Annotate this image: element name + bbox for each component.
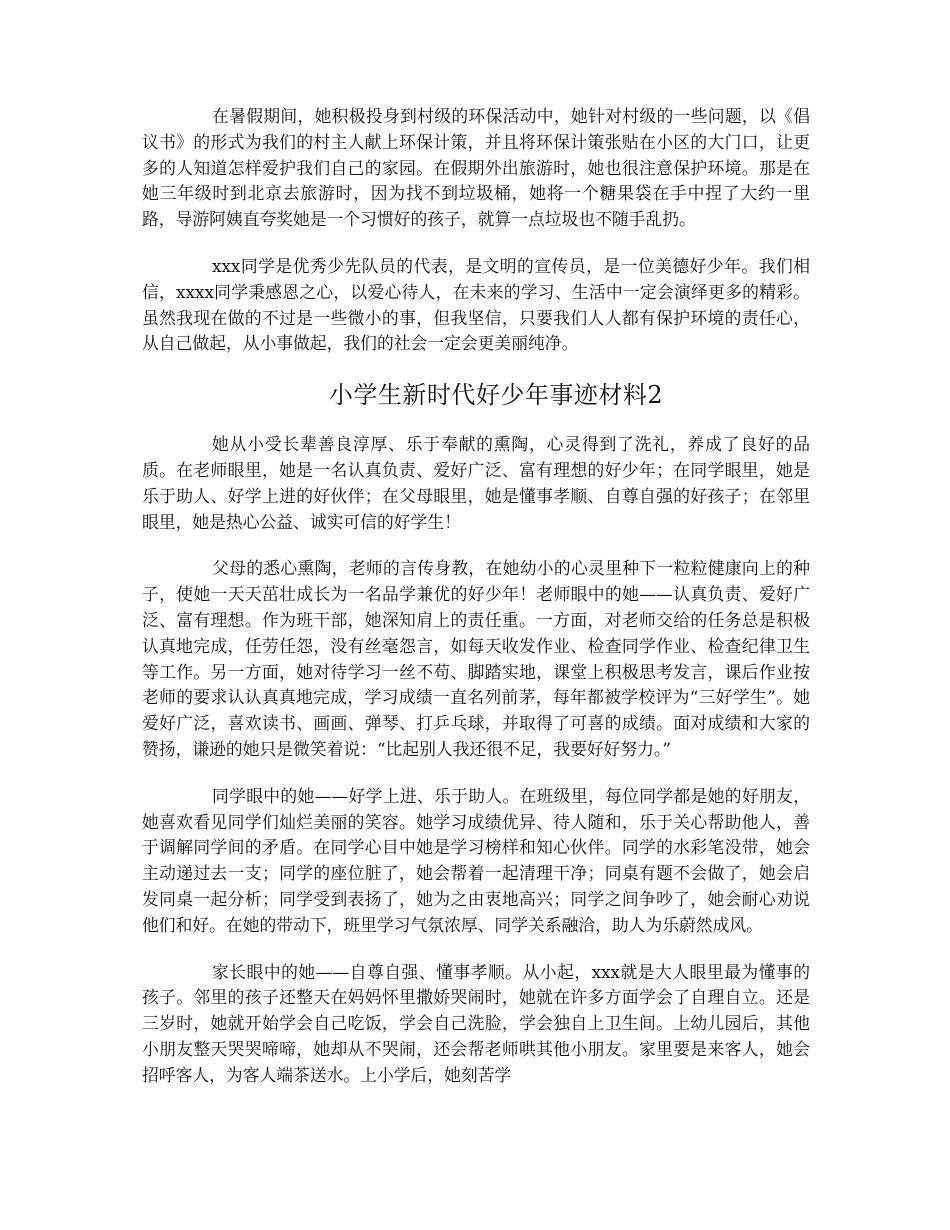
paragraph-upbringing: 她从小受长辈善良淳厚、乐于奉献的熏陶，心灵得到了洗礼，养成了良好的品质。在老师眼里，她是一名认真负责、爱好广泛、富有理想的好少年；在同学眼里，她是乐于助人、好学上进的好伙伴；在父母眼里，她是懂事孝顺、自尊自强的好孩子；在邻里眼里，她是热心公益、诚实可信的好学生！ bbox=[142, 434, 810, 532]
section-title: 小学生新时代好少年事迹材料2 bbox=[328, 381, 664, 410]
paragraph-classmate-view: 同学眼中的她——好学上进、乐于助人。在班级里，每位同学都是她的好朋友，她喜欢看见同学们灿烂美丽的笑容。她学习成绩优异、待人随和，乐于关心帮助他人，善于调解同学间的矛盾。在同学心目中她是学习榜样和知心伙伴。同学的水彩笔没带，她会主动递过去一支；同学的座位脏了，她会帮着一起清理干净；同桌有题不会做了，她会启发同桌一起分析；同学受到表扬了，她为之由衷地高兴；同学之间争吵了，她会耐心劝说他们和好。在她的带动下，班里学习气氛浓厚、同学关系融洽，助人为乐蔚然成风。 bbox=[142, 785, 810, 935]
paragraph-environment-activities: 在暑假期间，她积极投身到村级的环保活动中，她针对村级的一些问题，以《倡议书》的形式为我们的村主人献上环保计策，并且将环保计策张贴在小区的大门口，让更多的人知道怎样爱护我们自己的家园。在假期外出旅游时，她也很注意保护环境。那是在她三年级时到北京去旅游时，因为找不到垃圾桶，她将一个糖果袋在手中捏了大约一里路，导游阿姨直夸奖她是一个习惯好的孩子，就算一点垃圾也不随手乱扔。 bbox=[142, 106, 810, 230]
paragraph-teacher-view: 父母的悉心熏陶，老师的言传身教，在她幼小的心灵里种下一粒粒健康向上的种子，使她一天天茁壮成长为一名品学兼优的好少年！老师眼中的她——认真负责、爱好广泛、富有理想。作为班干部，她深知肩上的责任重。一方面，对老师交给的任务总是积极认真地完成，任劳任怨，没有丝毫怨言，如每天收发作业、检查同学作业、检查纪律卫生等工作。另一方面，她对待学习一丝不苟、脚踏实地，课堂上积极思考发言，课后作业按老师的要求认认真真地完成，学习成绩一直名列前茅，每年都被学校评为“三好学生”。她爱好广泛，喜欢读书、画画、弹琴、打乒乓球，并取得了可喜的成绩。面对成绩和大家的赞扬，谦逊的她只是微笑着说：“比起别人我还很不足，我要好好努力。” bbox=[142, 558, 810, 759]
paragraph-representative-summary: xxx同学是优秀少先队员的代表，是文明的宣传员，是一位美德好少年。我们相信，xxxx同学秉感恩之心，以爱心待人，在未来的学习、生活中一定会演绎更多的精彩。虽然我现在做的不过是一些微小的事，但我坚信，只要我们人人都有保护环境的责任心，从自己做起，从小事做起，我们的社会一定会更美丽纯净。 bbox=[142, 255, 810, 354]
paragraph-parent-view: 家长眼中的她——自尊自强、懂事孝顺。从小起，xxx就是大人眼里最为懂事的孩子。邻里的孩子还整天在妈妈怀里撒娇哭闹时，她就在许多方面学会了自理自立。还是三岁时，她就开始学会自己吃饭，学会自己洗脸，学会独自上卫生间。上幼儿园后，其他小朋友整天哭哭啼啼，她却从不哭闹，还会帮老师哄其他小朋友。家里要是来客人，她会招呼客人，为客人端茶送水。上小学后，她刻苦学 bbox=[142, 961, 810, 1085]
document-page bbox=[142, 104, 810, 1110]
